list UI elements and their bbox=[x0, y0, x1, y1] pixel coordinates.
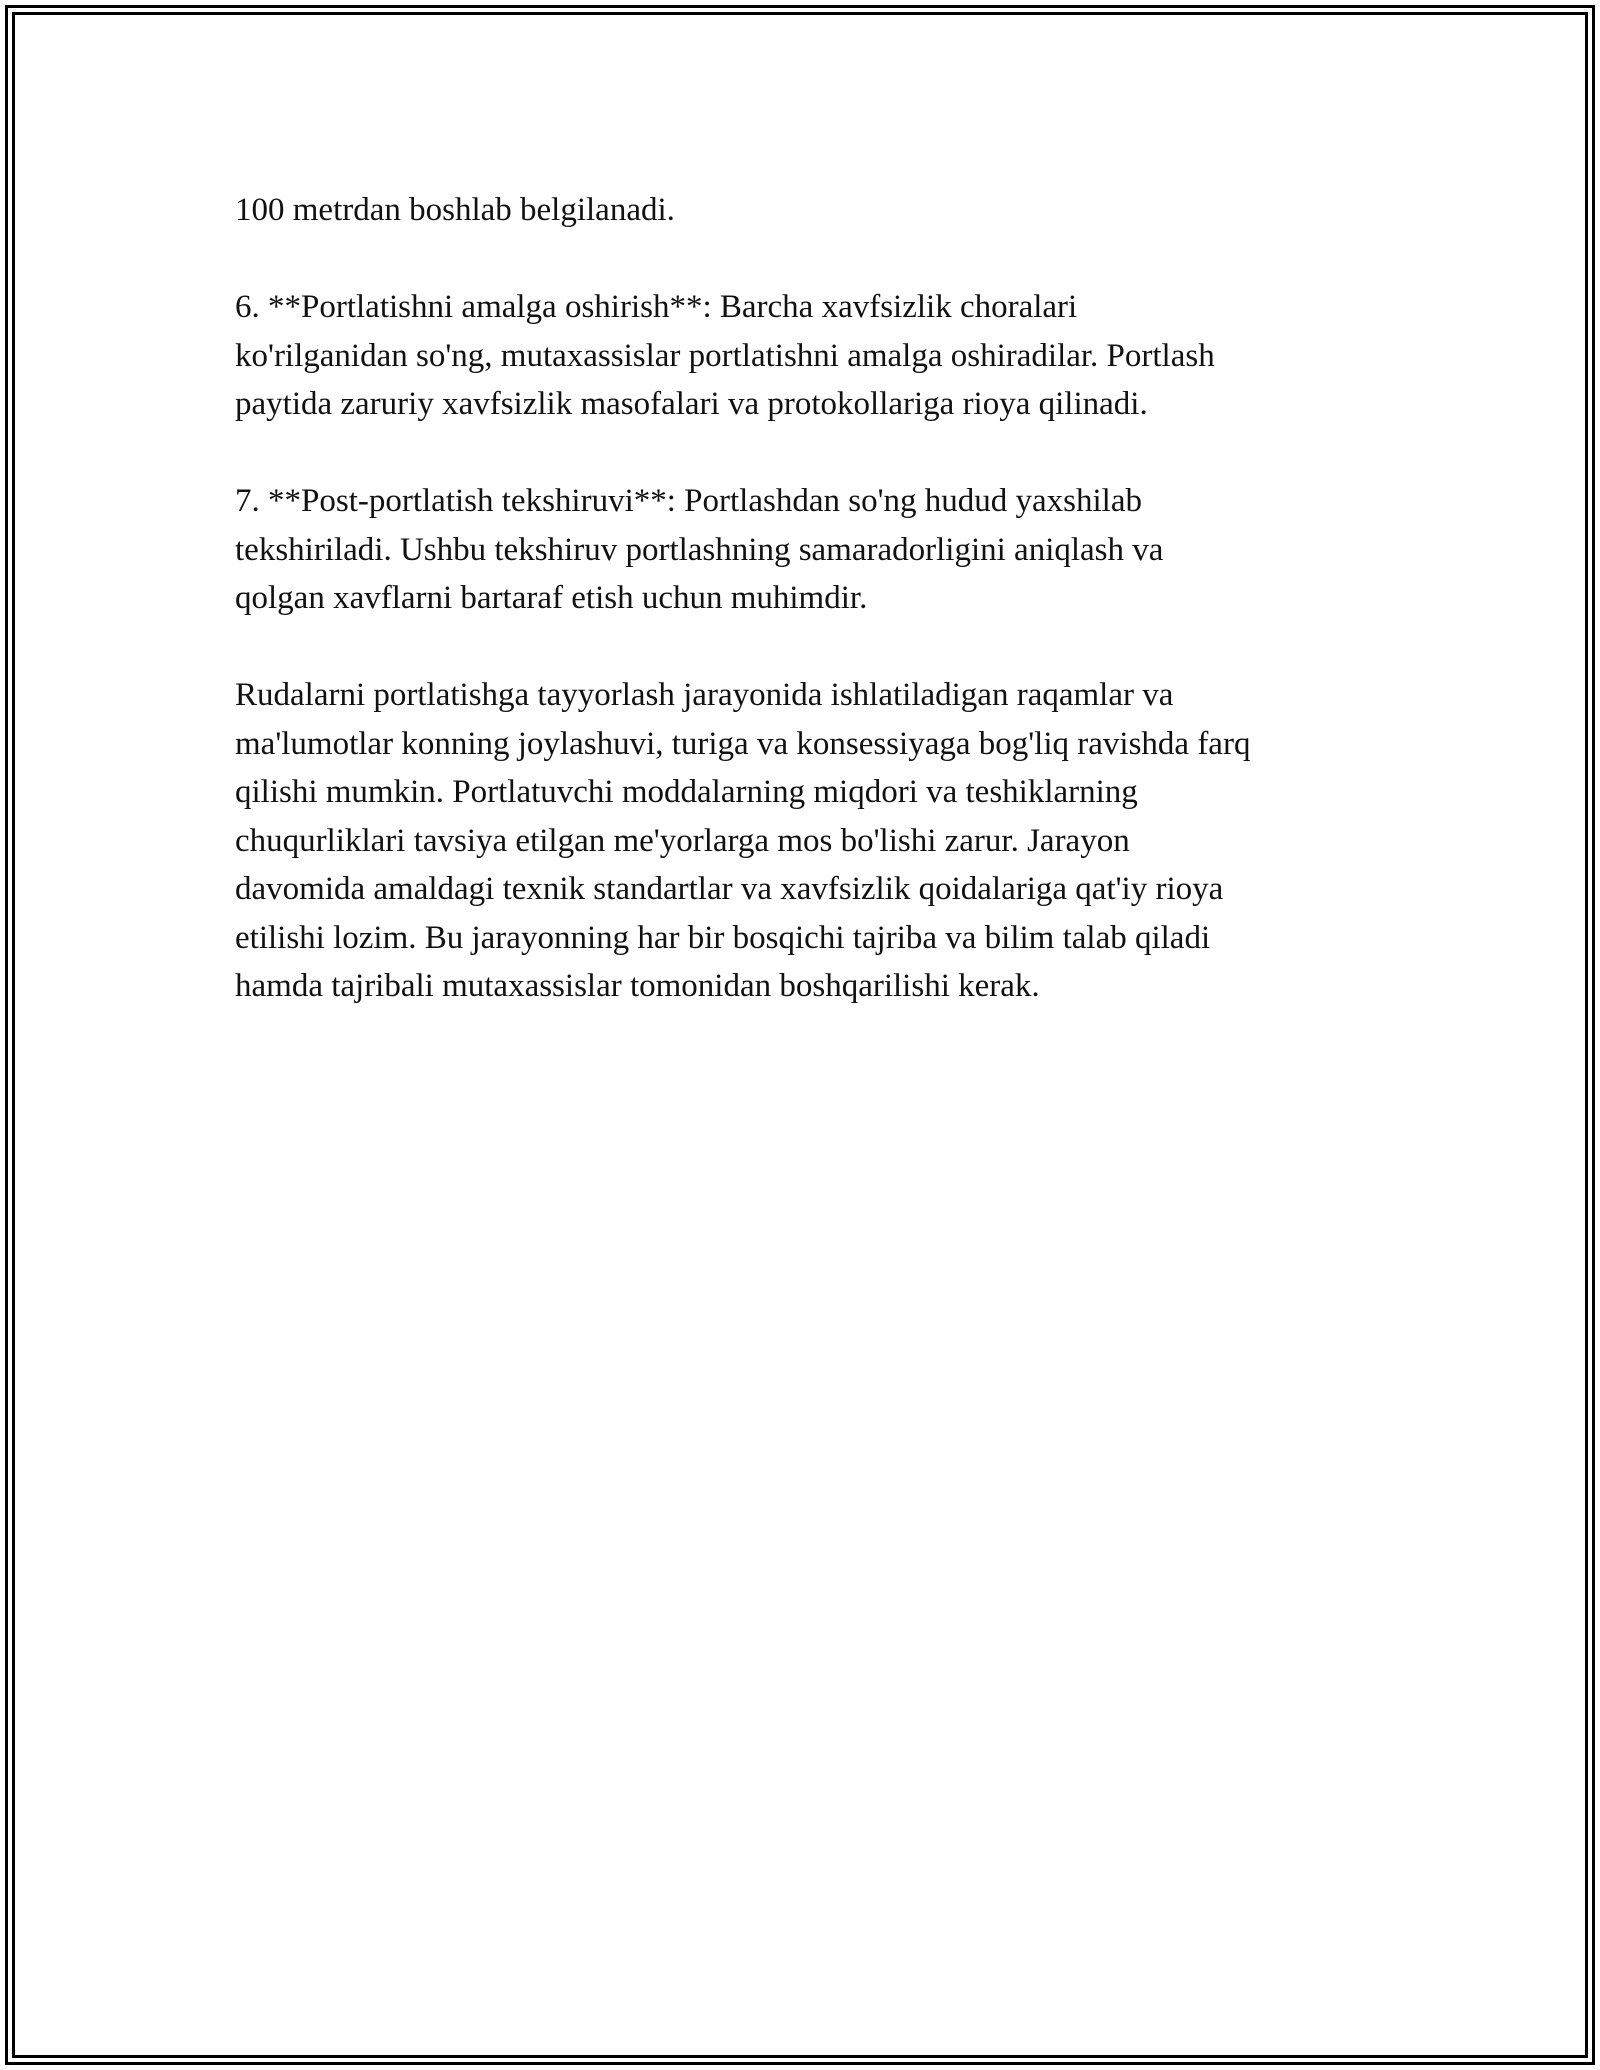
text-line: ko'rilganidan so'ng, mutaxassislar portlatishni amalga oshiradilar. Portlash bbox=[235, 337, 1215, 374]
text-line: 6. **Portlatishni amalga oshirish**: Barcha xavfsizlik choralari bbox=[235, 289, 1078, 325]
text-line: 100 metrdan boshlab belgilanadi. bbox=[235, 192, 675, 228]
paragraph-step-6 bbox=[235, 283, 1395, 429]
text-line: ma'lumotlar konning joylashuvi, turiga va konsessiyaga bog'liq ravishda farq bbox=[235, 725, 1251, 762]
document-body bbox=[235, 186, 1395, 1059]
text-line: Rudalarni portlatishga tayyorlash jarayonida ishlatiladigan raqamlar va bbox=[235, 677, 1174, 713]
text-line: hamda tajribali mutaxassislar tomonidan boshqarilishi kerak. bbox=[235, 968, 1040, 1004]
text-line: qilishi mumkin. Portlatuvchi moddalarning miqdori va teshiklarning bbox=[235, 774, 1138, 810]
paragraph-step-7 bbox=[235, 477, 1395, 623]
text-line: paytida zaruriy xavfsizlik masofalari va protokollariga rioya qilinadi. bbox=[235, 386, 1148, 422]
text-line: etilishi lozim. Bu jarayonning har bir bosqichi tajriba va bilim talab qiladi bbox=[235, 919, 1211, 956]
text-line: 7. **Post-portlatish tekshiruvi**: Portlashdan so'ng hudud yaxshilab bbox=[235, 483, 1142, 519]
text-line: chuqurliklari tavsiya etilgan me'yorlarga mos bo'lishi zarur. Jarayon bbox=[235, 822, 1130, 859]
text-line: davomida amaldagi texnik standartlar va xavfsizlik qoidalariga qat'iy rioya bbox=[235, 871, 1224, 907]
text-line: tekshiriladi. Ushbu tekshiruv portlashning samaradorligini aniqlash va bbox=[235, 531, 1164, 568]
paragraph-continuation bbox=[235, 186, 1395, 235]
paragraph-conclusion bbox=[235, 671, 1395, 1011]
text-line: qolgan xavflarni bartaraf etish uchun muhimdir. bbox=[235, 580, 868, 616]
